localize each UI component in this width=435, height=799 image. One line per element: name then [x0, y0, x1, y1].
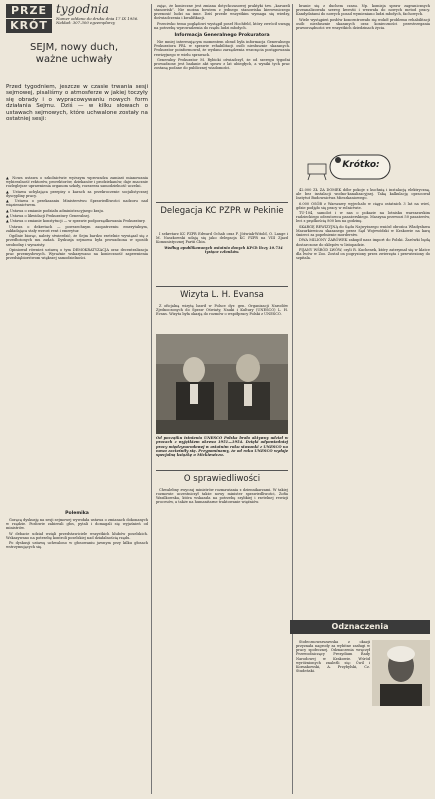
news-item: TU-104, samolot i w nas o pokazie na lotnisku warszawskim radzieckiego odrzutowca pasażerskiego. Maszyna przewozi 50 pasażerów, leci z prędkością 800 km na godzinę.: [296, 211, 430, 224]
bullet-2: ▲ Ustawa uchylająca przepisy o karach za przekroczenie socjalistycznej dyscypliny pracy.: [6, 189, 148, 198]
body-paragraph: Opiniował również ustawę o tym DEMOKRATYZACJA oraz decentralizacja prac przemysłowych. Wyraźnie wskazywano na konieczność zapewnienia przedsiębiorstwom większej samodzielności.: [6, 247, 148, 261]
krotko-label: Krótko:: [342, 160, 380, 170]
photo-illustration: [156, 334, 288, 434]
heading-sprawiedliwosc: O sprawiedliwości: [183, 474, 261, 484]
bullet-4: ▲ Ustawa o zmianie podziału administracyjnego kraju.: [6, 208, 105, 213]
column-3-news: [296, 188, 430, 616]
main-headline: SEJM, nowy duch, ważne uchwały: [29, 42, 119, 65]
portrait-photo: [372, 640, 430, 706]
delegacja-note: Według opublikowanych ostatnio danych KPCh liczy 10.734 tysiące członków.: [164, 245, 283, 254]
krotko-badge: [296, 152, 426, 184]
news-item: PIJANY WŚRÓD LWÓW, czyli R. Kuchenek, który zatrzymał się w klatce dla lwów w Zoo. Został on pogryziony przez zwierzęta i przewieziony do szpitala.: [296, 247, 430, 261]
divider: [156, 470, 288, 471]
photo-caption: Od początku istnienia UNESCO Polska brała aktywny udział w pracach z wyjątkiem okresu 1951—1954. Dzięki odpowiedniej pracy międzynarodowej w ostatnim roku stosunki z UNESCO na nowo zacieśniły się. Przypominamy, że od roku UNESCO wydaje specjalną książkę o Mickiewiczu.: [156, 436, 288, 458]
news-item: DWA MILIONY ŻARÓWEK zakupił nasz import do Polski. Żarówki będą dostarczone do sklepów w listopadzie.: [296, 238, 430, 247]
body-paragraph: Nie mniej interesującym momentem obrad była informacja Generalnego Prokuratora PRL w sprawie rehabilitacji osób niesłusznie skazanych. Prokurator poinformował, że wydano zarządzenia wszczęcia postępowania rewizyjnego w wielu sprawach.: [154, 40, 290, 57]
print-info: Numer oddano do druku dnia 17 IX 1956. Nakład: 307.300 egzemplarzy: [56, 16, 139, 26]
body-paragraph: Ogólnie biorąc, należy stwierdzić, że Sejm bardzo rzetelnie wywiązał się z przedłożonych mu zadań. Dyskusja sejmowa była prowadzona w sposób swobodny i wyrazisty.: [6, 234, 148, 247]
column-1: [6, 176, 148, 506]
odznaczenia-article: [296, 640, 370, 794]
bullet-6: ▲ Ustawa o zmianie konstytucji — w sprawie podporządkowania Prokuratury.: [6, 219, 146, 224]
body-paragraph: Stołecznowarszawska z okazji przyznała nagrody za wybitne zasługi w pracy społecznej. Odznaczenia wręczył Przewodniczący Prezydium Rady Narodowej w Krakowie. Wśród wyróżnionych znaleźli się: Ćwil i Kornakowski, A. Przybylski, Cz. Studeński.: [296, 640, 370, 674]
body-paragraph: Przeciwko temu poglądowi wystąpił poseł Hochfeld, który zwrócił uwagę na potrzebę wprowadzenia do rządu ludzi młodych.: [154, 21, 290, 30]
body-paragraph: branie się z duchem czasu. Np. komisja spraw zagranicznych przeanalizowała szereg kwestii i wezwała do nowych metod pracy. Kandydatami do nowych posad wymieniano ludzi młodych, fachowych.: [296, 4, 430, 17]
divider: [156, 286, 288, 287]
column-2-top: [154, 4, 290, 200]
news-item: 42.000 ZŁ ZA DOMEK dóbr pokoje z kuchnią i instalacją elektryczną, ale bez instalacji wodno-kanalizacyjnej. Taką kalkulację opracował Instytut Budownictwa Mieszkaniowego.: [296, 188, 430, 201]
body-paragraph: Wiele wystąpień posłów koncentrowało się wokół problemu rehabilitacji osób niesłusznie skazanych oraz konieczności przestrzegania praworządności we wszystkich dziedzinach życia.: [296, 17, 430, 30]
section-logo: [6, 4, 52, 34]
column-1-lower: [6, 508, 148, 794]
portrait-illustration: [372, 640, 430, 706]
heading-odznaczenia: Odznaczenia: [290, 620, 430, 634]
bullet-5: ▲ Ustawa o likwidacji Prokuratury Generalnej.: [6, 214, 90, 218]
logo-line-2: KRÓT: [6, 19, 52, 33]
column-divider: [292, 4, 293, 794]
lead-paragraph: Przed tygodniem, jeszcze w czasie trwania sesji sejmowej, pisaliśmy o atmosferze w jakiej toczyły się obrady i o wypracowywaniu nowych form działania Sejmu. Dziś — w kilku słowach o ustawach sejmowych, które uchwalone zostały na ostatniej sesji:: [6, 84, 148, 123]
subheading-polemika: Polemika: [65, 511, 89, 516]
body-paragraph: Chwalebny zwyczaj ministrów rozmawiania z dziennikarzami. W takiej rozmowie uczestniczył także nowy minister sprawiedliwości, Zofia Wasilkowska, która wskazała na potrzebę szybkiej i rzetelnej rewizji procesów, a także na humanitarne traktowanie więźniów.: [156, 488, 288, 505]
body-paragraph: Gorącą dyskusję na sesji sejmowej wywołała ustawa o zmianach dokonanych w rządzie. Posłowie zabierali głos, pytali i domagali się wyjaśnień od ministrów.: [6, 518, 148, 531]
column-3-top: [296, 4, 430, 150]
news-item: SKARGĘ REWIZYJNĄ do Sądu Najwyższego wniósł obrońca Władysława Mazurkiewicza skazanego przez Sąd Wojewódzki w Krakowie na karę śmierci za popełnienie morderstw.: [296, 224, 430, 238]
section-title-tygodnia: tygodnia: [56, 2, 109, 16]
divider: [156, 202, 288, 203]
evans-photo: [156, 334, 288, 434]
body-paragraph: Generalny Prokurator M. Rybicki oświadczył, że od szeregu tygodni prowadzone jest badanie akt spraw z lat ubiegłych, a wyniki tych prac zostaną podane do publicznej wiadomości.: [154, 57, 290, 71]
body-paragraph: I sekretarz KC PZPR Edward Ochab oraz F. Jóźwiak-Witold, O. Lange i M. Naszkowski udają się jako delegacja KC PZPR na VIII Zjazd Komunistycznej Partii Chin.: [156, 232, 288, 245]
heading-wizyta: Wizyta L. H. Evansa: [180, 290, 264, 300]
column-divider: [151, 4, 152, 794]
delegacja-article: [156, 232, 288, 282]
news-item: 6.000 OSÓB z Warszawy wyjechało w ciągu ostatnich 3 lat na wieś, gdzie podjęło się pracy w rolnictwie.: [296, 201, 430, 210]
sprawiedliwosc-article: [156, 488, 288, 794]
body-paragraph: zając, że konieczne jest zmiana dotychczasowej praktyki tzw. „karuzeli stanowisk”. Nie można bowiem z jednego stanowiska kierowniczego przenosić ludzi na inne. Dziś przede wszystkim wymaga się wiedzy, doświadczenia i kwalifikacji.: [154, 4, 290, 21]
body-paragraph: Ustawa o dekretach — powszechnym zaopatrzeniu emerytalnym, zakładająca stały wzrost rent i emerytur.: [6, 224, 148, 233]
bullet-1: ▲ Nowa ustawa o szkolnictwie wyższym wprowadza zamiast mianowania wybieralność rektorów, prorektorów, dziekanów i prodziekanów, daje znacznie rozleglejsze uprawnienia organom szkoły, rozszerza samodzielność uczelni.: [6, 176, 148, 189]
bullet-3: ▲ Ustawa o przekazaniu Ministerstwu Sprawiedliwości nadzoru nad więziennictwem.: [6, 199, 148, 208]
body-paragraph: W debacie udział wzięli przedstawiciele wszystkich klubów poselskich. Wskazywano na potrzebę kontroli poselskiej nad działalnością rządu.: [6, 531, 148, 540]
body-paragraph: Z oficjalną wizytą bawił w Polsce dyr. gen. Organizacji Narodów Zjednoczonych do Spraw Oświaty, Nauki i Kultury (UNESCO) L. H. Evans. Wizyta była okazją do rozmów o współpracy Polski z UNESCO.: [156, 304, 288, 317]
subheading-prokurator: Informacja Generalnego Prokuratora: [174, 33, 270, 39]
wizyta-article: [156, 304, 288, 332]
body-paragraph: Po dyskusji ustawę uchwalono w głosowaniu jawnym przy kilku głosach wstrzymujących się.: [6, 541, 148, 550]
logo-line-1: PRZE: [6, 4, 52, 18]
heading-delegacja: Delegacja KC PZPR w Pekinie: [160, 206, 284, 216]
